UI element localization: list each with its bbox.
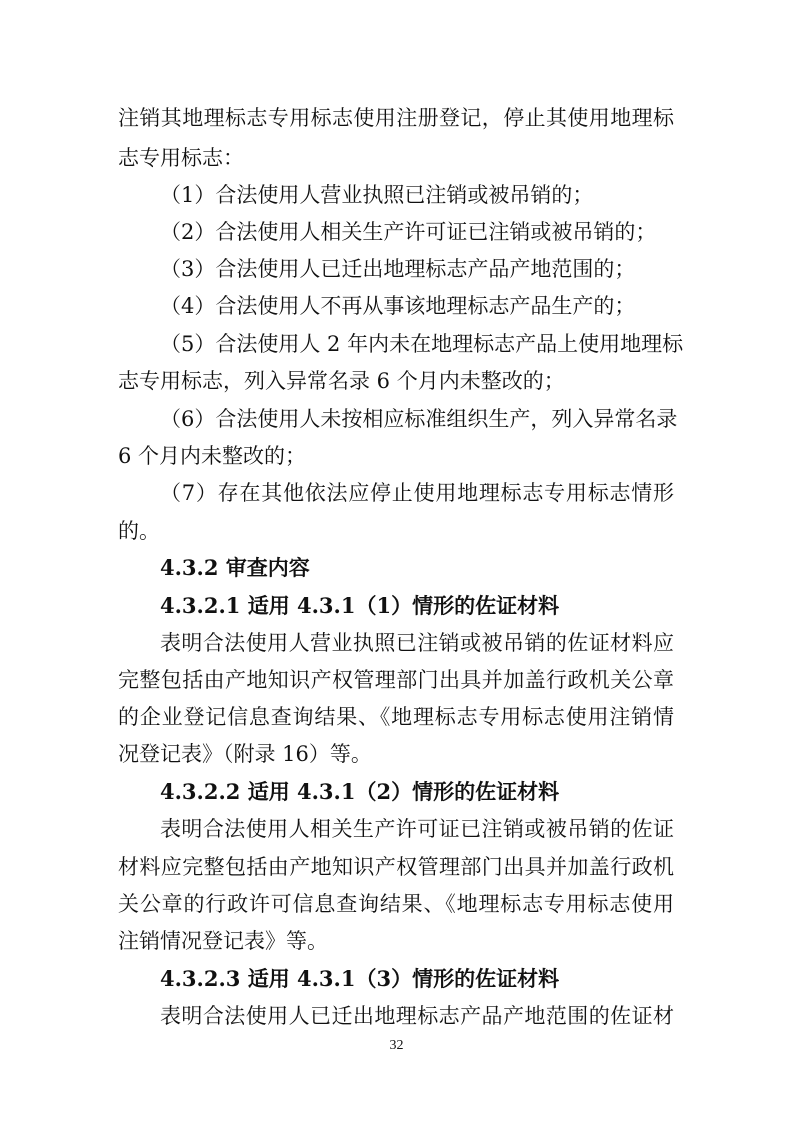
body-text-line: 注销情况登记表》等。 [118, 929, 328, 953]
subsection-heading: 4.3.2.1 适用 4.3.1（1）情形的佐证材料 [160, 593, 560, 618]
body-text-line: 表明合法使用人已迁出地理标志产品产地范围的佐证材 [160, 1004, 674, 1028]
section-heading: 4.3.2 审查内容 [160, 555, 310, 580]
body-text-line: 表明合法使用人相关生产许可证已注销或被吊销的佐证 [160, 817, 674, 841]
body-text-line: 材料应完整包括由产地知识产权管理部门出具并加盖行政机 [118, 855, 674, 879]
list-item: （2）合法使用人相关生产许可证已注销或被吊销的； [160, 220, 657, 244]
page-number: 32 [389, 1038, 404, 1053]
list-item-continuation: 的。 [118, 519, 160, 543]
subsection-heading: 4.3.2.2 适用 4.3.1（2）情形的佐证材料 [160, 779, 560, 804]
body-text-line: 的企业登记信息查询结果、《地理标志专用标志使用注销情 [118, 705, 674, 729]
list-item-continuation: 6 个月内未整改的； [118, 444, 307, 468]
list-item: （3）合法使用人已迁出地理标志产品产地范围的； [160, 257, 636, 281]
subsection-heading: 4.3.2.3 适用 4.3.1（3）情形的佐证材料 [160, 966, 560, 991]
body-text-line: 关公章的行政许可信息查询结果、《地理标志专用标志使用 [118, 892, 674, 916]
list-item-continuation: 志专用标志，列入异常名录 6 个月内未整改的； [118, 369, 565, 393]
list-item: （6）合法使用人未按相应标准组织生产，列入异常名录 [160, 407, 678, 431]
body-text-line: 完整包括由产地知识产权管理部门出具并加盖行政机关公章 [118, 668, 674, 692]
list-item: （7）存在其他依法应停止使用地理标志专用标志情形 [160, 481, 674, 505]
body-text-line: 况登记表》（附录 16）等。 [118, 742, 372, 766]
list-item: （4）合法使用人不再从事该地理标志产品生产的； [160, 294, 636, 318]
body-text-line: 志专用标志： [118, 146, 244, 170]
body-text-line: 注销其地理标志专用标志使用注册登记，停止其使用地理标 [118, 106, 674, 130]
list-item: （1）合法使用人营业执照已注销或被吊销的； [160, 183, 594, 207]
body-text-line: 表明合法使用人营业执照已注销或被吊销的佐证材料应 [160, 631, 674, 655]
list-item: （5）合法使用人 2 年内未在地理标志产品上使用地理标 [160, 332, 684, 356]
